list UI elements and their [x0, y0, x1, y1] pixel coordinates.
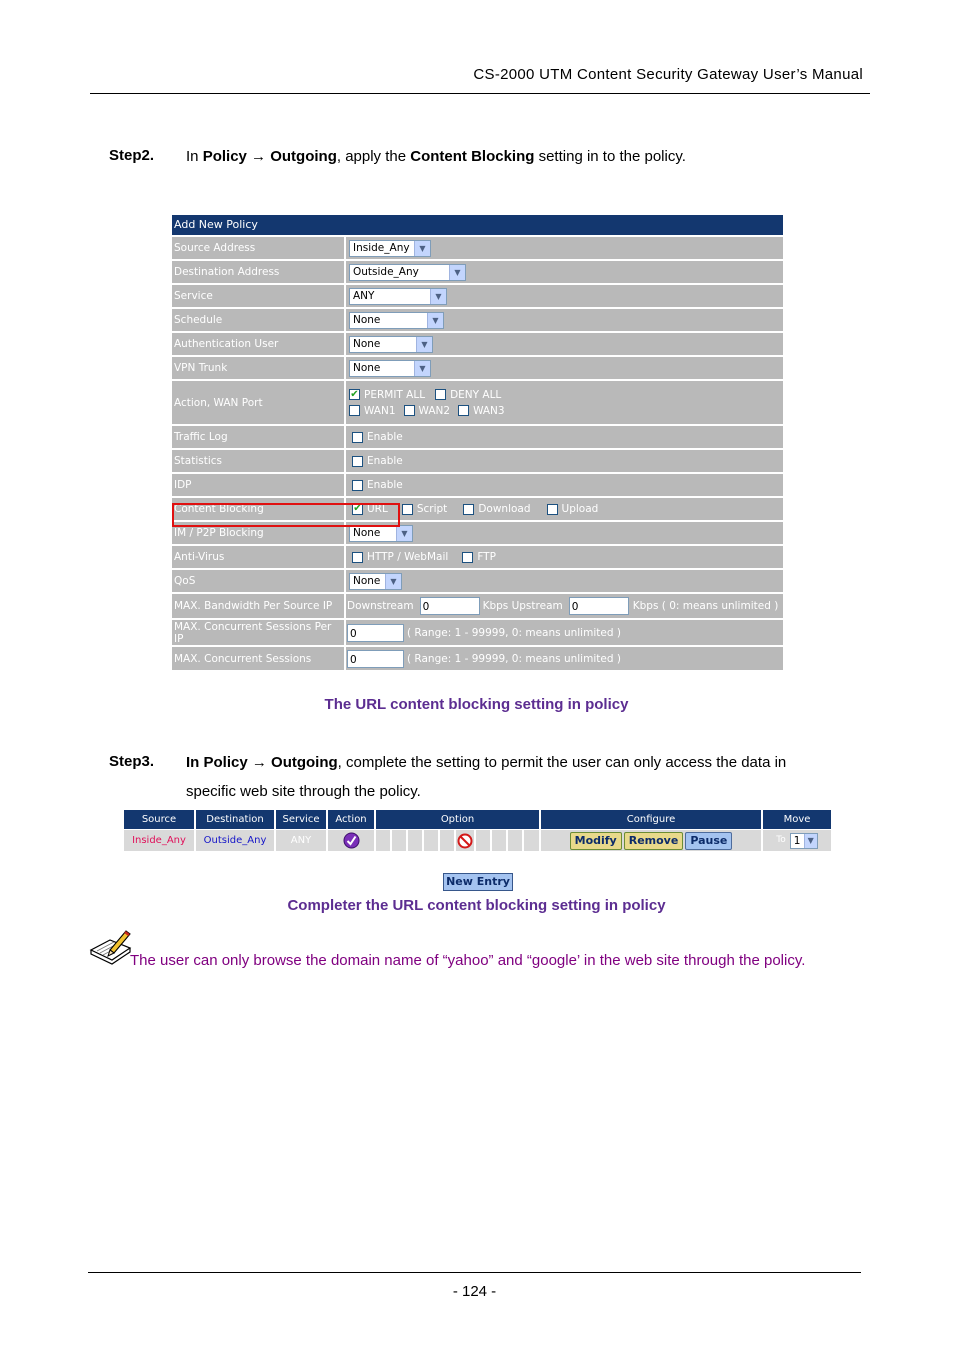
chevron-down-icon: ▼	[396, 526, 412, 541]
row-service	[172, 285, 783, 307]
vpn-trunk-label: VPN Trunk	[172, 357, 346, 379]
permit-icon	[343, 832, 360, 849]
header-action: Action	[328, 810, 376, 829]
source-address-select[interactable]	[349, 240, 431, 257]
statistics-checkbox[interactable]	[352, 456, 363, 467]
policy-table	[124, 810, 831, 851]
traffic-log-label: Traffic Log	[172, 426, 346, 448]
table-row	[124, 829, 831, 851]
move-select[interactable]	[790, 833, 818, 849]
row-anti-virus	[172, 546, 783, 568]
row-statistics	[172, 450, 783, 472]
option-cell	[492, 830, 506, 851]
content-blocking-highlight	[172, 503, 400, 527]
wan3-checkbox[interactable]	[458, 405, 469, 416]
ftp-checkbox[interactable]	[462, 552, 473, 563]
chevron-down-icon: ▼	[414, 241, 430, 256]
wan2-label: WAN2	[418, 404, 451, 417]
step3-rest2: specific web site through the policy.	[186, 783, 421, 800]
row-action	[328, 830, 376, 851]
schedule-value: None	[353, 313, 381, 326]
option-cell	[476, 830, 490, 851]
step2-content-blocking: Content Blocking	[410, 148, 535, 165]
add-new-policy-form	[172, 215, 783, 672]
step3-text	[186, 748, 846, 806]
step2-arrow: →	[251, 148, 267, 165]
authentication-user-value: None	[353, 337, 381, 350]
caption-complete-setting: Completer the URL content blocking setting in policy	[287, 897, 666, 914]
max-sessions-input[interactable]: 0	[347, 650, 404, 668]
move-value: 1	[793, 834, 801, 847]
download-label: Download	[478, 503, 531, 515]
schedule-select[interactable]	[349, 312, 444, 329]
upload-checkbox[interactable]	[547, 504, 558, 515]
row-action-wan-port	[172, 381, 783, 424]
row-authentication-user	[172, 333, 783, 355]
traffic-log-enable-label: Enable	[367, 431, 403, 443]
action-wan-port-label: Action, WAN Port	[172, 381, 346, 424]
row-service: ANY	[276, 830, 328, 851]
wan1-checkbox[interactable]	[349, 405, 360, 416]
option-cell	[508, 830, 522, 851]
statistics-enable-label: Enable	[367, 455, 403, 467]
script-checkbox[interactable]	[402, 504, 413, 515]
bandwidth-hint: Kbps ( 0: means unlimited )	[632, 600, 779, 612]
max-sessions-per-ip-label: MAX. Concurrent Sessions Per IP	[172, 620, 346, 645]
row-max-bandwidth	[172, 594, 783, 618]
note-text: The user can only browse the domain name of “yahoo” and “google’ in the web site through the policy.	[130, 952, 806, 969]
row-source: Inside_Any	[124, 830, 196, 851]
form-title: Add New Policy	[172, 215, 783, 235]
idp-enable-label: Enable	[367, 479, 403, 491]
authentication-user-label: Authentication User	[172, 333, 346, 355]
chevron-down-icon: ▼	[430, 289, 446, 304]
destination-address-value: Outside_Any	[353, 265, 419, 278]
step3-arrow: →	[251, 754, 267, 771]
http-webmail-label: HTTP / WebMail	[367, 551, 449, 563]
header-rule	[90, 93, 870, 94]
chevron-down-icon: ▼	[427, 313, 443, 328]
step2-pre: In	[186, 148, 203, 165]
permit-all-checkbox[interactable]: ✔	[350, 388, 359, 400]
vpn-trunk-select[interactable]	[349, 360, 431, 377]
qos-value: None	[353, 574, 381, 587]
row-max-sessions-per-ip	[172, 620, 783, 645]
source-address-label: Source Address	[172, 237, 346, 259]
remove-button[interactable]: Remove	[624, 832, 684, 850]
source-address-value: Inside_Any	[353, 241, 410, 254]
statistics-label: Statistics	[172, 450, 346, 472]
downstream-label: Downstream	[347, 600, 414, 612]
footer-rule	[88, 1272, 861, 1273]
service-value: ANY	[353, 289, 375, 302]
chevron-down-icon: ▼	[804, 834, 817, 848]
pause-button[interactable]: Pause	[685, 832, 732, 850]
row-vpn-trunk	[172, 357, 783, 379]
row-source-address	[172, 237, 783, 259]
http-webmail-checkbox[interactable]	[352, 552, 363, 563]
destination-address-select[interactable]	[349, 264, 466, 281]
wan1-label: WAN1	[364, 404, 396, 417]
idp-checkbox[interactable]	[352, 480, 363, 491]
row-qos	[172, 570, 783, 592]
step2-outgoing: Outgoing	[266, 148, 337, 165]
deny-all-checkbox[interactable]	[435, 389, 446, 400]
header-destination: Destination	[196, 810, 276, 829]
chevron-down-icon: ▼	[414, 361, 430, 376]
ftp-label: FTP	[477, 551, 496, 563]
chevron-down-icon: ▼	[449, 265, 465, 280]
header-source: Source	[124, 810, 196, 829]
row-configure	[541, 830, 763, 851]
header-configure: Configure	[541, 810, 763, 829]
option-cell	[408, 830, 422, 851]
move-to-label: To	[776, 835, 786, 845]
option-cell	[440, 830, 454, 851]
step2-mid: , apply the	[336, 148, 411, 165]
im-p2p-blocking-value: None	[353, 526, 381, 539]
header-option: Option	[376, 810, 541, 829]
step2-policy: Policy	[202, 148, 252, 165]
max-bandwidth-label: MAX. Bandwidth Per Source IP	[172, 594, 346, 618]
option-cell	[392, 830, 406, 851]
step3-rest1: , complete the setting to permit the user can only access the data in	[337, 754, 787, 771]
row-option	[376, 830, 541, 851]
page-number: - 124 -	[452, 1283, 497, 1300]
max-sessions-hint: ( Range: 1 - 99999, 0: means unlimited )	[407, 652, 621, 665]
header-service: Service	[276, 810, 328, 829]
max-sessions-label: MAX. Concurrent Sessions	[172, 647, 346, 670]
service-select[interactable]	[349, 288, 447, 305]
row-destination-address	[172, 261, 783, 283]
header-move: Move	[763, 810, 831, 829]
row-traffic-log	[172, 426, 783, 448]
row-move	[763, 830, 831, 851]
upload-label: Upload	[561, 503, 599, 515]
qos-select[interactable]	[349, 573, 402, 590]
im-p2p-blocking-label: IM / P2P Blocking	[172, 522, 346, 544]
im-p2p-blocking-select[interactable]	[349, 525, 413, 542]
wan2-checkbox[interactable]	[404, 405, 415, 416]
content-blocking-label: Content Blocking	[172, 498, 346, 520]
schedule-label: Schedule	[172, 309, 346, 331]
row-destination: Outside_Any	[196, 830, 276, 851]
max-sessions-per-ip-input[interactable]: 0	[347, 624, 404, 642]
note-pencil-icon	[88, 928, 132, 968]
qos-label: QoS	[172, 570, 346, 592]
step2-label: Step2.	[109, 147, 155, 164]
downstream-input[interactable]: 0	[420, 597, 480, 615]
row-schedule	[172, 309, 783, 331]
row-max-sessions	[172, 647, 783, 670]
url-checkbox[interactable]: ✔	[353, 503, 362, 514]
modify-button[interactable]: Modify	[570, 832, 622, 850]
chevron-down-icon: ▼	[416, 337, 432, 352]
max-sessions-per-ip-hint: ( Range: 1 - 99999, 0: means unlimited )	[407, 626, 621, 639]
url-label: URL	[367, 503, 388, 515]
step3-outgoing: Outgoing	[266, 754, 338, 771]
idp-label: IDP	[172, 474, 346, 496]
wan3-label: WAN3	[473, 404, 505, 417]
upstream-label: Kbps Upstream	[482, 600, 563, 612]
chevron-down-icon: ▼	[385, 574, 401, 589]
script-label: Script	[416, 503, 448, 515]
step3-policy: In Policy	[186, 754, 252, 771]
traffic-log-checkbox[interactable]	[352, 432, 363, 443]
new-entry-button[interactable]: New Entry	[443, 873, 513, 891]
row-idp	[172, 474, 783, 496]
upstream-input[interactable]: 0	[569, 597, 629, 615]
vpn-trunk-value: None	[353, 361, 381, 374]
policy-table-header	[124, 810, 831, 829]
caption-url-blocking: The URL content blocking setting in policy	[324, 696, 629, 713]
content-blocking-icon[interactable]	[456, 830, 475, 851]
deny-all-label: DENY ALL	[450, 388, 502, 401]
header-title: CS-2000 UTM Content Security Gateway User’s Manual	[473, 66, 863, 83]
download-checkbox[interactable]	[463, 504, 474, 515]
step2-text	[186, 142, 686, 171]
option-cell	[376, 830, 390, 851]
option-cell	[424, 830, 438, 851]
option-cell	[524, 830, 539, 851]
service-label: Service	[172, 285, 346, 307]
step2-post: setting in to the policy.	[534, 148, 686, 165]
destination-address-label: Destination Address	[172, 261, 346, 283]
permit-all-label: PERMIT ALL	[364, 388, 426, 401]
authentication-user-select[interactable]	[349, 336, 433, 353]
anti-virus-label: Anti-Virus	[172, 546, 346, 568]
block-icon	[457, 833, 473, 849]
step3-label: Step3.	[109, 753, 155, 770]
